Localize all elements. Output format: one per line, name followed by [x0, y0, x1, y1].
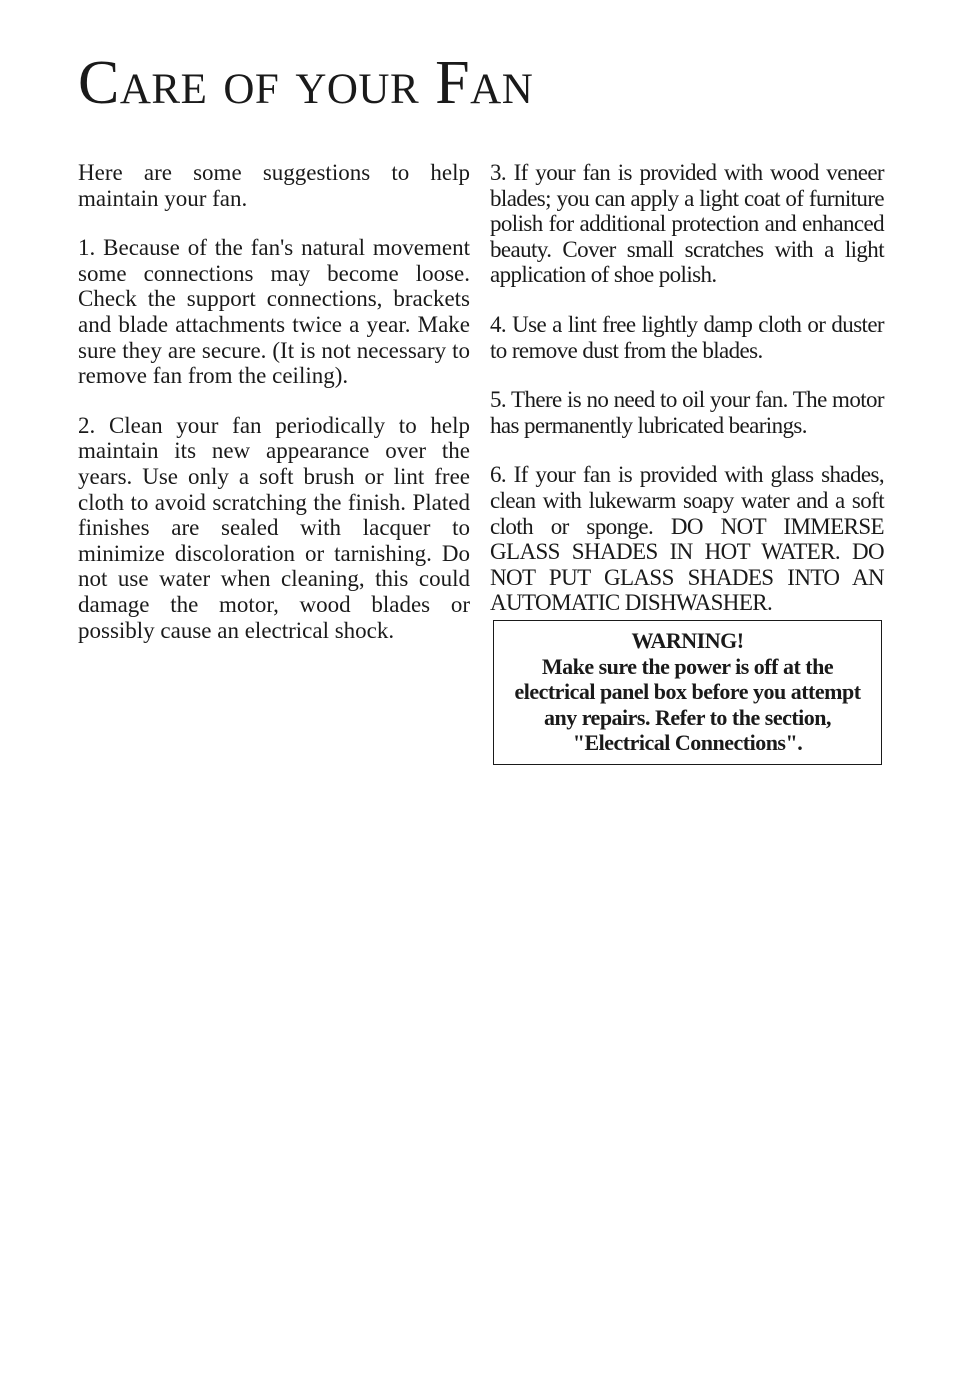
- warning-heading: WARNING!: [631, 628, 744, 653]
- warning-text: Make sure the power is off at the electrical panel box before you attempt any repairs. Refer to the section, "Electrical Connections".: [514, 653, 861, 755]
- tip-6-paragraph: 6. If your fan is provided with glass shades, clean with lukewarm soapy water and a soft cloth or sponge. DO NOT IMMERSE GLASS SHADES IN HOT WATER. DO NOT PUT GLASS SHADES INTO AN AUTOMATIC DISHWASHER.: [490, 462, 884, 616]
- page-title: Care of your Fan: [78, 49, 534, 117]
- tip-1-paragraph: 1. Because of the fan's natural movement some connections may become loose. Check the support connections, brackets and blade attachments twice a year. Make sure they are secure. (It is not necessary to remove fan from the ceiling).: [78, 235, 470, 389]
- intro-paragraph: Here are some suggestions to help maintain your fan.: [78, 160, 470, 211]
- right-column: [490, 160, 884, 640]
- tip-5-paragraph: 5. There is no need to oil your fan. The motor has permanently lubricated bearings.: [490, 387, 884, 438]
- warning-box: [493, 620, 882, 765]
- tip-2-paragraph: 2. Clean your fan periodically to help maintain its new appearance over the years. Use only a soft brush or lint free cloth to avoid scratching the finish. Plated finishes are sealed with lacquer to minimize discoloration or tarnishing. Do not use water when cleaning, this could damage the motor, wood blades or possibly cause an electrical shock.: [78, 412, 470, 643]
- left-column: [78, 160, 470, 667]
- tip-4-paragraph: 4. Use a lint free lightly damp cloth or duster to remove dust from the blades.: [490, 311, 884, 363]
- tip-3-paragraph: 3. If your fan is provided with wood veneer blades; you can apply a light coat of furniture polish for additional protection and enhanced beauty. Cover small scratches with a light application of shoe polish.: [490, 160, 884, 288]
